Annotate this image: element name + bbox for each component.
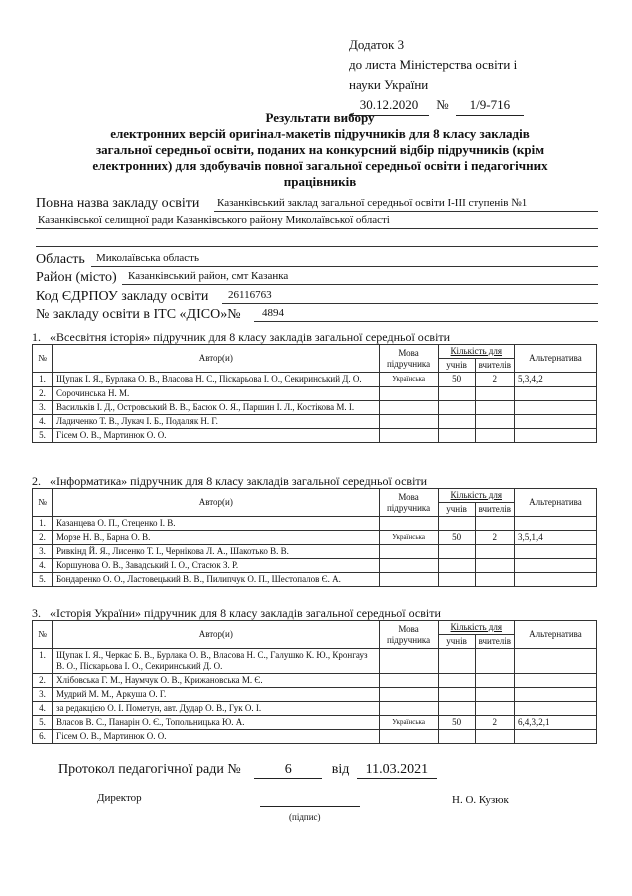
rayon-label: Район (місто) [36, 270, 117, 285]
appendix-line: Додаток 3 [349, 37, 405, 52]
table-row [33, 545, 597, 559]
oblast-label: Область [36, 252, 85, 267]
row-number: 6. [33, 730, 53, 744]
table-row [33, 429, 597, 443]
row-teachers [475, 688, 514, 702]
appendix-line: науки України [349, 77, 429, 92]
director-label: Директор [97, 792, 142, 804]
textbook-table [32, 620, 597, 744]
row-author: Казанцева О. П., Стеценко І. В. [53, 517, 380, 531]
row-students [438, 559, 475, 573]
col-count: Кількість для [438, 345, 514, 359]
row-students [438, 415, 475, 429]
school-name-label: Повна назва закладу освіти [36, 196, 200, 211]
row-alternative [515, 649, 597, 674]
textbook-table [32, 488, 597, 587]
row-alternative: 6,4,3,2,1 [515, 716, 597, 730]
protocol-number: 6 [254, 762, 322, 779]
oblast-value: Миколаївська область [96, 252, 199, 264]
row-teachers [475, 429, 514, 443]
col-language: Мова підручника [379, 621, 438, 649]
row-students: 50 [438, 716, 475, 730]
row-number: 1. [33, 373, 53, 387]
school-name-value-cont: Казанківської селищної ради Казанківського району Миколаївської області [38, 214, 390, 226]
title-line: загальної середньої освіти, поданих на конкурсний відбір підручників (крім [95, 142, 545, 157]
row-teachers [475, 702, 514, 716]
table-row [33, 531, 597, 545]
row-teachers: 2 [475, 716, 514, 730]
row-number: 2. [33, 531, 53, 545]
table-row [33, 559, 597, 573]
row-students [438, 730, 475, 744]
row-alternative [515, 415, 597, 429]
col-language: Мова підручника [379, 489, 438, 517]
row-alternative: 5,3,4,2 [515, 373, 597, 387]
col-count: Кількість для [438, 489, 514, 503]
row-teachers [475, 730, 514, 744]
row-author: Ладиченко Т. В., Лукач І. Б., Подаляк Н. Г. [53, 415, 380, 429]
row-teachers [475, 387, 514, 401]
row-author: Хлібовська Г. М., Наумчук О. В., Крижановська М. Є. [53, 674, 380, 688]
title-line: електронних) для здобувачів повної загальної середньої освіти і педагогічних [92, 158, 548, 173]
appendix-line: до листа Міністерства освіти і [349, 57, 518, 72]
col-author: Автор(и) [53, 489, 380, 517]
col-count: Кількість для [438, 621, 514, 635]
table-row [33, 730, 597, 744]
section-title: 3. «Історія України» підручник для 8 класу закладів загальної середньої освіти [32, 606, 441, 620]
textbook-table [32, 344, 597, 443]
row-number: 2. [33, 387, 53, 401]
row-teachers: 2 [475, 531, 514, 545]
title-line: Результати вибору [265, 110, 375, 125]
row-number: 3. [33, 545, 53, 559]
letter-number: 1/9-716 [456, 95, 524, 116]
row-alternative [515, 559, 597, 573]
col-teachers: вчителів [475, 359, 514, 373]
appendix-header [349, 35, 524, 116]
row-students [438, 573, 475, 587]
row-number: 2. [33, 674, 53, 688]
row-language [379, 730, 438, 744]
col-alternative: Альтернатива [515, 489, 597, 517]
row-language: Українська [379, 531, 438, 545]
row-number: 3. [33, 688, 53, 702]
row-number: 1. [33, 517, 53, 531]
col-teachers: вчителів [475, 503, 514, 517]
row-students [438, 429, 475, 443]
row-students: 50 [438, 373, 475, 387]
row-language [379, 517, 438, 531]
col-num: № [33, 489, 53, 517]
col-author: Автор(и) [53, 345, 380, 373]
row-teachers [475, 559, 514, 573]
row-author: Гісем О. В., Мартинюк О. О. [53, 429, 380, 443]
title-line: працівників [283, 174, 357, 189]
col-students: учнів [438, 635, 475, 649]
row-language [379, 573, 438, 587]
row-author: Власов В. С., Панарін О. Є., Топольницька Ю. А. [53, 716, 380, 730]
title-line: електронних версій оригінал-макетів підручників для 8 класу закладів [110, 126, 530, 141]
table-row [33, 373, 597, 387]
row-alternative [515, 401, 597, 415]
row-author: Ривкінд Й. Я., Лисенко Т. І., Чернікова Л. А., Шакотько В. В. [53, 545, 380, 559]
school-name-value: Казанківський заклад загальної середньої освіти І-ІІІ ступенів №1 [217, 197, 528, 209]
its-value: 4894 [262, 307, 284, 319]
table-row [33, 649, 597, 674]
table-row [33, 688, 597, 702]
table-row [33, 517, 597, 531]
row-teachers [475, 517, 514, 531]
row-author: Щупак І. Я., Черкас Б. В., Бурлака О. В., Власова Н. С., Галушко К. Ю., Кронгауз В. О., Піскарьова І. О., Секиринський Д. О. [53, 649, 380, 674]
row-number: 5. [33, 573, 53, 587]
col-students: учнів [438, 359, 475, 373]
row-language: Українська [379, 716, 438, 730]
row-author: Коршунова О. В., Завадський І. О., Стасюк З. Р. [53, 559, 380, 573]
row-language [379, 545, 438, 559]
row-number: 5. [33, 429, 53, 443]
row-author: Бондаренко О. О., Ластовецький В. В., Пилипчук О. П., Шестопалов Є. А. [53, 573, 380, 587]
signature-caption: (підпис) [289, 812, 321, 822]
row-language [379, 702, 438, 716]
table-row [33, 716, 597, 730]
row-language [379, 429, 438, 443]
row-students [438, 401, 475, 415]
row-students [438, 649, 475, 674]
row-teachers [475, 674, 514, 688]
row-language [379, 387, 438, 401]
row-alternative [515, 573, 597, 587]
col-teachers: вчителів [475, 635, 514, 649]
table-row [33, 573, 597, 587]
row-author: Сорочинська Н. М. [53, 387, 380, 401]
row-language [379, 674, 438, 688]
row-alternative [515, 688, 597, 702]
row-alternative [515, 702, 597, 716]
row-number: 3. [33, 401, 53, 415]
edrpou-label: Код ЄДРПОУ закладу освіти [36, 289, 209, 304]
document-title [60, 110, 580, 190]
row-teachers [475, 649, 514, 674]
table-row [33, 415, 597, 429]
row-students [438, 387, 475, 401]
table-row [33, 401, 597, 415]
row-students [438, 702, 475, 716]
row-language [379, 401, 438, 415]
row-students [438, 688, 475, 702]
row-alternative: 3,5,1,4 [515, 531, 597, 545]
col-num: № [33, 345, 53, 373]
row-alternative [515, 517, 597, 531]
col-students: учнів [438, 503, 475, 517]
row-teachers [475, 401, 514, 415]
row-number: 4. [33, 559, 53, 573]
row-number: 1. [33, 649, 53, 674]
row-alternative [515, 674, 597, 688]
row-students [438, 517, 475, 531]
row-author: Морзе Н. В., Барна О. В. [53, 531, 380, 545]
row-author: Щупак І. Я., Бурлака О. В., Власова Н. С., Піскарьова І. О., Секиринський Д. О. [53, 373, 380, 387]
protocol-label: Протокол педагогічної ради № [58, 762, 241, 777]
col-language: Мова підручника [379, 345, 438, 373]
row-author: Гісем О. В., Мартинюк О. О. [53, 730, 380, 744]
from-label: від [331, 762, 350, 777]
col-num: № [33, 621, 53, 649]
letter-date: 30.12.2020 [349, 95, 429, 116]
row-author: за редакцією О. І. Пометун, авт. Дудар О. В., Гук О. І. [53, 702, 380, 716]
section-title: 2. «Інформатика» підручник для 8 класу закладів загальної середньої освіти [32, 474, 428, 488]
table-row [33, 702, 597, 716]
row-teachers [475, 545, 514, 559]
row-number: 5. [33, 716, 53, 730]
col-alternative: Альтернатива [515, 621, 597, 649]
protocol-date: 11.03.2021 [357, 762, 437, 779]
col-alternative: Альтернатива [515, 345, 597, 373]
col-author: Автор(и) [53, 621, 380, 649]
number-label: № [436, 97, 449, 112]
row-students: 50 [438, 531, 475, 545]
row-language [379, 649, 438, 674]
row-number: 4. [33, 415, 53, 429]
rayon-value: Казанківський район, смт Казанка [128, 270, 289, 282]
section-title: 1. «Всесвітня історія» підручник для 8 класу закладів загальної середньої освіти [32, 330, 451, 344]
row-alternative [515, 545, 597, 559]
row-number: 4. [33, 702, 53, 716]
row-language: Українська [379, 373, 438, 387]
signature-line [260, 806, 360, 807]
row-language [379, 415, 438, 429]
row-alternative [515, 730, 597, 744]
protocol-line [58, 762, 437, 779]
row-teachers [475, 415, 514, 429]
row-language [379, 688, 438, 702]
row-author: Мудрий М. М., Аркуша О. Г. [53, 688, 380, 702]
row-students [438, 545, 475, 559]
director-name: Н. О. Кузюк [452, 794, 509, 806]
row-language [379, 559, 438, 573]
row-teachers: 2 [475, 373, 514, 387]
row-alternative [515, 387, 597, 401]
table-row [33, 387, 597, 401]
row-alternative [515, 429, 597, 443]
table-row [33, 674, 597, 688]
edrpou-value: 26116763 [228, 289, 272, 301]
its-label: № закладу освіти в ІТС «ДІСО»№ [36, 307, 241, 322]
row-teachers [475, 573, 514, 587]
row-author: Васильків І. Д., Островський В. В., Басюк О. Я., Паршин І. Л., Костікова М. І. [53, 401, 380, 415]
row-students [438, 674, 475, 688]
